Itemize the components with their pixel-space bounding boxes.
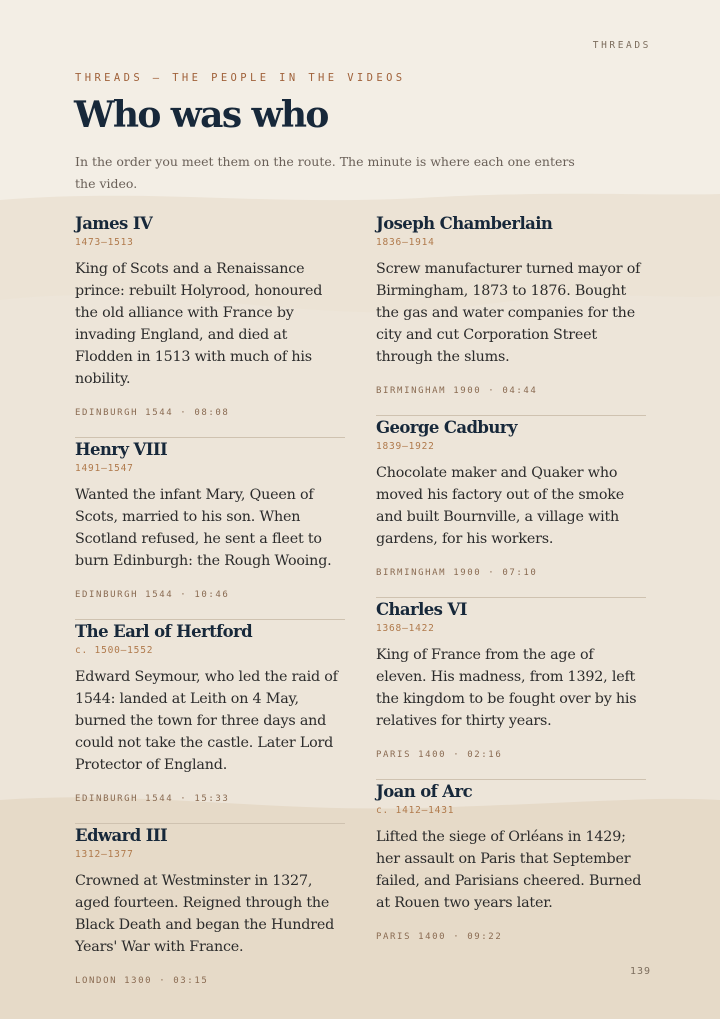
person-dates: 1836–1914 (376, 237, 435, 248)
page-title: Who was who (74, 94, 328, 136)
person-name: Henry VIII (75, 440, 168, 459)
video-reference: EDINBURGH 1544 · 15:33 (75, 794, 230, 804)
intro-text: In the order you meet them on the route. The minute is where each one enters the video. (75, 154, 575, 191)
person-description: Edward Seymour, who led the raid of 1544: landed at Leith on 4 May, burned the town for three days and could not take the castle. Later Lord Protector of England. (75, 669, 338, 773)
video-reference: PARIS 1400 · 02:16 (376, 750, 503, 760)
person-name: George Cadbury (376, 418, 517, 437)
person-description: Chocolate maker and Quaker who moved his factory out of the smoke and built Bournville, a village with gardens, for his workers. (376, 465, 625, 547)
person-description: King of Scots and a Renaissance prince: rebuilt Holyrood, honoured the old alliance with France by invading England, and died at Flodden in 1513 with much of his nobility. (75, 261, 323, 387)
video-reference: PARIS 1400 · 09:22 (376, 932, 503, 942)
person-dates: c. 1500–1552 (75, 645, 154, 656)
person-dates: c. 1412–1431 (376, 805, 455, 816)
right-column (376, 212, 646, 961)
left-column (75, 212, 345, 1005)
person-name: The Earl of Hertford (75, 622, 253, 641)
person-description: Screw manufacturer turned mayor of Birmingham, 1873 to 1876. Bought the gas and water companies for the city and cut Corporation Street through the slums. (376, 261, 641, 365)
person-entry (376, 780, 646, 943)
person-entry (75, 620, 345, 824)
person-description: King of France from the age of eleven. His madness, from 1392, left the kingdom to be fought over by his relatives for thirty years. (376, 647, 637, 729)
video-reference: BIRMINGHAM 1900 · 04:44 (376, 386, 538, 396)
person-entry (75, 212, 345, 438)
person-name: Joseph Chamberlain (376, 214, 553, 233)
video-reference: EDINBURGH 1544 · 10:46 (75, 590, 230, 600)
person-name: Joan of Arc (376, 782, 473, 801)
person-name: James IV (75, 214, 153, 233)
person-dates: 1473–1513 (75, 237, 134, 248)
person-name: Edward III (75, 826, 168, 845)
person-entry (75, 438, 345, 620)
person-entry (376, 212, 646, 416)
person-entry (75, 824, 345, 987)
person-entry (376, 598, 646, 780)
video-reference: BIRMINGHAM 1900 · 07:10 (376, 568, 538, 578)
person-dates: 1368–1422 (376, 623, 435, 634)
video-reference: EDINBURGH 1544 · 08:08 (75, 408, 230, 418)
section-kicker: THREADS — THE PEOPLE IN THE VIDEOS (75, 72, 406, 84)
person-description: Lifted the siege of Orléans in 1429; her assault on Paris that September failed, and Parisians cheered. Burned at Rouen two years later. (376, 829, 642, 911)
person-description: Wanted the infant Mary, Queen of Scots, married to his son. When Scotland refused, he sent a fleet to burn Edinburgh: the Rough Wooing. (75, 487, 332, 569)
person-entry (376, 416, 646, 598)
page-number: 139 (629, 966, 651, 977)
running-head: THREADS (592, 40, 651, 51)
person-dates: 1491–1547 (75, 463, 134, 474)
person-dates: 1839–1922 (376, 441, 435, 452)
person-dates: 1312–1377 (75, 849, 134, 860)
person-description: Crowned at Westminster in 1327, aged fourteen. Reigned through the Black Death and began the Hundred Years' War with France. (75, 873, 335, 955)
video-reference: LONDON 1300 · 03:15 (75, 976, 209, 986)
person-name: Charles VI (376, 600, 467, 619)
